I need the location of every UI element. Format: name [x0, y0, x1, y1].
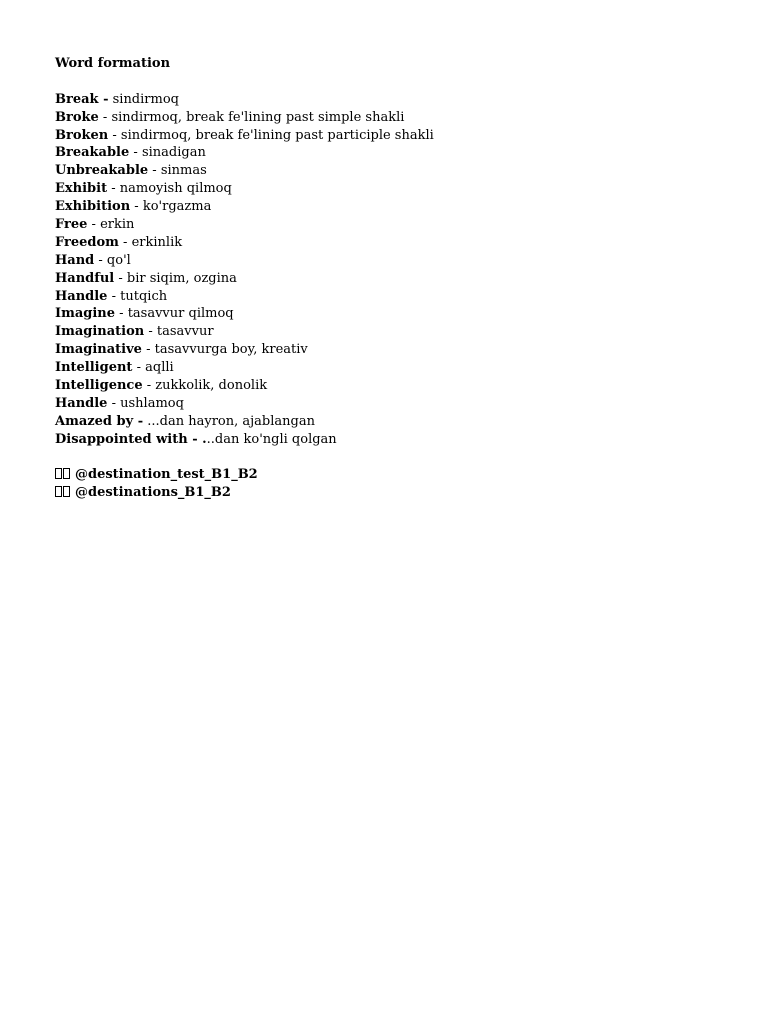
word-term: Broken [55, 127, 109, 143]
word-definition: bir siqim, ozgina [126, 270, 237, 286]
word-entry [55, 234, 728, 252]
word-definition: tasavvur [156, 324, 214, 340]
word-term: Intelligence [55, 378, 143, 394]
channel-line [55, 484, 728, 502]
word-separator: - [129, 145, 142, 161]
word-entry [55, 180, 728, 198]
word-list [55, 91, 728, 449]
word-definition: sindirmoq, break fe'lining past simple shakli [111, 109, 405, 125]
word-separator: - [107, 181, 120, 197]
word-entry [55, 144, 728, 162]
word-term: Breakable [55, 145, 130, 161]
word-entry [55, 341, 728, 359]
word-term: Exhibit [55, 181, 108, 197]
glyph-box-icon [55, 486, 62, 497]
word-separator: - [98, 109, 112, 125]
word-definition: zukkolik, donolik [155, 378, 268, 394]
word-entry [55, 323, 728, 341]
channel-handle: @destinations_B1_B2 [75, 485, 231, 501]
word-term: Imagine [55, 306, 116, 322]
word-entry [55, 431, 728, 449]
word-entry [55, 359, 728, 377]
word-term: Broke [55, 109, 99, 125]
word-separator: - [87, 217, 101, 233]
word-definition: sinmas [160, 163, 207, 179]
word-term: Freedom [55, 234, 119, 250]
word-term: Exhibition [55, 199, 131, 215]
word-definition: sindirmoq [112, 91, 179, 107]
glyph-box-icon [55, 468, 62, 479]
word-entry [55, 305, 728, 323]
word-definition: namoyish qilmoq [119, 181, 232, 197]
word-term: Handle [55, 395, 108, 411]
word-definition: tutqich [120, 288, 168, 304]
word-separator: - [107, 395, 121, 411]
word-definition: erkin [100, 217, 135, 233]
word-separator: - [94, 252, 107, 268]
word-definition: sinadigan [141, 145, 206, 161]
word-entry [55, 413, 728, 431]
word-entry [55, 91, 728, 109]
word-term: Disappointed with - . [55, 431, 207, 447]
glyph-box-icon [63, 468, 70, 479]
word-separator: - [144, 324, 157, 340]
word-entry [55, 162, 728, 180]
flag-icon [55, 484, 71, 502]
word-entry [55, 216, 728, 234]
word-definition: ...dan hayron, ajablangan [147, 413, 315, 429]
word-separator: - [142, 378, 156, 394]
word-term: Handful [55, 270, 115, 286]
channel-handle: @destination_test_B1_B2 [75, 467, 258, 483]
word-entry [55, 252, 728, 270]
word-entry [55, 270, 728, 288]
blank-line [55, 73, 728, 91]
word-separator: - [107, 288, 121, 304]
word-term: Free [55, 217, 88, 233]
word-entry [55, 198, 728, 216]
word-term: Amazed by - [55, 413, 144, 429]
word-term: Handle [55, 288, 108, 304]
word-entry [55, 288, 728, 306]
word-definition: qo'l [106, 252, 131, 268]
flag-icon [55, 466, 71, 484]
word-separator: - [118, 234, 132, 250]
blank-line [55, 449, 728, 467]
word-definition: tasavvurga boy, kreativ [154, 342, 308, 358]
word-definition: ..dan ko'ngli qolgan [206, 431, 337, 447]
word-term: Break - [55, 91, 109, 107]
word-separator: - [115, 306, 128, 322]
word-term: Unbreakable [55, 163, 149, 179]
word-separator: - [132, 360, 146, 376]
word-separator: - [141, 342, 155, 358]
word-entry [55, 127, 728, 145]
word-definition: aqlli [145, 360, 174, 376]
word-definition: ko'rgazma [142, 199, 212, 215]
word-separator: - [148, 163, 161, 179]
word-entry [55, 395, 728, 413]
word-term: Imaginative [55, 342, 142, 358]
glyph-box-icon [63, 486, 70, 497]
word-definition: ushlamoq [120, 395, 184, 411]
channel-line [55, 466, 728, 484]
word-separator: - [108, 127, 121, 143]
word-separator: - [114, 270, 127, 286]
word-separator: - [130, 199, 143, 215]
word-term: Hand [55, 252, 95, 268]
word-definition: sindirmoq, break fe'lining past participle shakli [120, 127, 434, 143]
word-term: Intelligent [55, 360, 133, 376]
document-title: Word formation [55, 56, 171, 71]
channel-list [55, 466, 728, 502]
document-content [55, 55, 728, 502]
word-entry [55, 109, 728, 127]
word-definition: erkinlik [131, 234, 183, 250]
word-term: Imagination [55, 324, 145, 340]
word-entry [55, 377, 728, 395]
word-definition: tasavvur qilmoq [127, 306, 234, 322]
